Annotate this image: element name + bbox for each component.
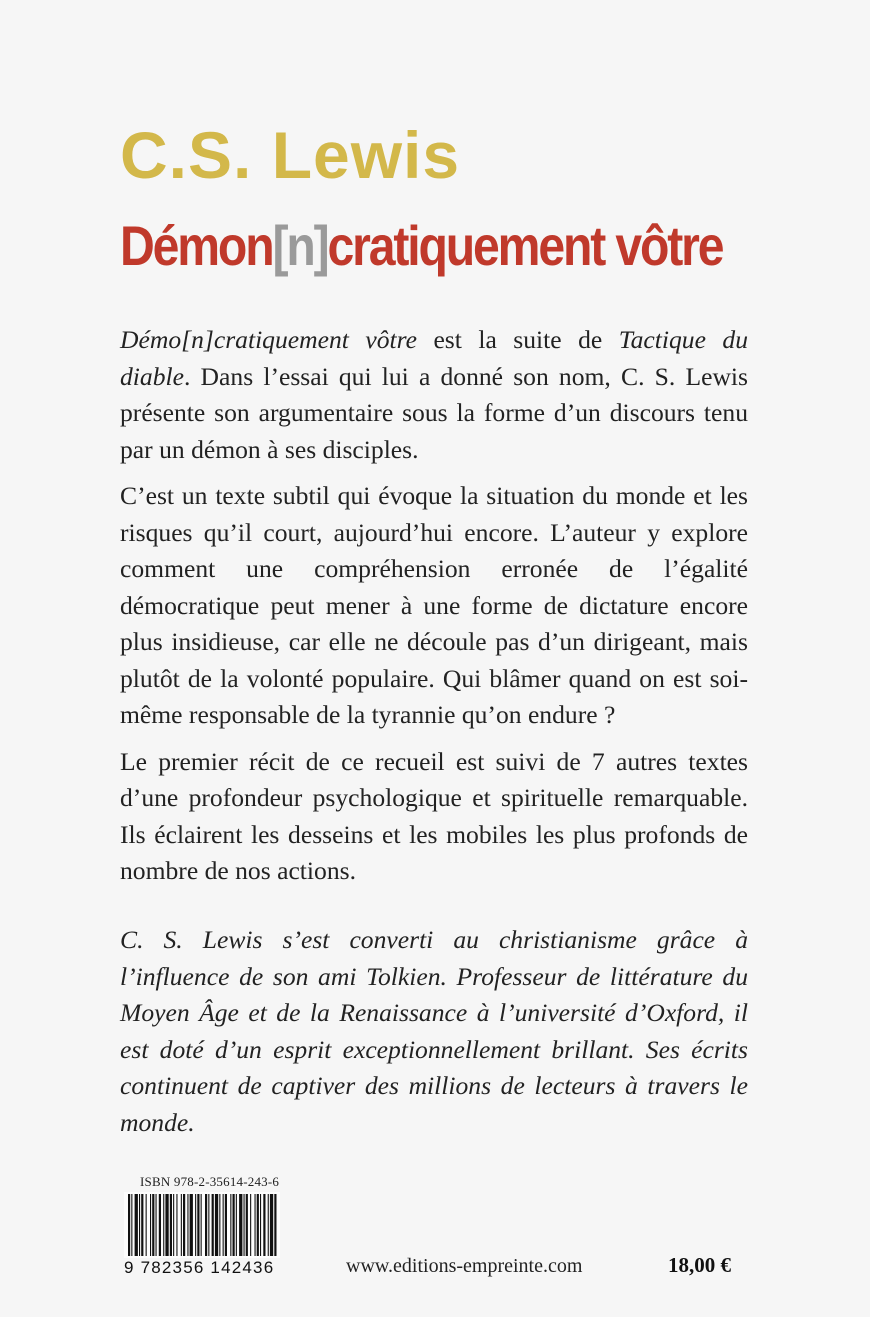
author-bio (120, 922, 748, 1141)
title-part-1: Démon (120, 214, 273, 277)
blurb-title-ref: Démo[n]cratiquement vôtre (120, 325, 417, 354)
author-name: C.S. Lewis (120, 118, 461, 192)
book-blurb (120, 322, 748, 900)
book-title (120, 212, 722, 280)
blurb-paragraph-2: C’est un texte subtil qui évoque la situation du monde et les risques qu’il court, aujourd’hui encore. L’auteur y explore comment une compréhension erronée de l’égalité démocratique peut mener à une forme de dictature encore plus insidieuse, car elle ne découle pas d’un dirigeant, mais plutôt de la volonté populaire. Qui blâmer quand on est soi-même responsable de la tyrannie qu’on endure ? (120, 481, 748, 729)
isbn-label: ISBN 978-2-35614-243-6 (140, 1174, 280, 1189)
title-part-2: cratiquement vôtre (327, 214, 723, 277)
publisher-website: www.editions-empreinte.com (346, 1255, 583, 1277)
title-bracket-n: [n] (272, 214, 328, 277)
blurb-previous-book-ref: Tactique du diable (120, 325, 748, 391)
blurb-paragraph-1 (120, 322, 748, 468)
barcode-digits: 9 782356 142436 (124, 1258, 275, 1277)
author-bio-text: C. S. Lewis s’est converti au christianisme grâce à l’influence de son ami Tolkien. Professeur de littérature du Moyen Âge et de la Renaissance à l’université d’Oxford, il est doté d’un esprit exceptionnellement brillant. Ses écrits continuent de captiver des millions de lecteurs à travers le monde. (120, 925, 748, 1137)
blurb-p1-end: . Dans l’essai qui lui a donné son nom, C. S. Lewis présente son argumentaire sous la forme d’un discours tenu par un démon à ses disciples. (120, 361, 748, 464)
blurb-paragraph-3: Le premier récit de ce recueil est suivi de 7 autres textes d’une profondeur psychologique et spirituelle remarquable. Ils éclairent les desseins et les mobiles les plus profonds de nombre de nos actions. (120, 746, 748, 885)
book-price: 18,00 € (668, 1253, 731, 1277)
blurb-p1-mid: est la suite de (416, 325, 619, 354)
